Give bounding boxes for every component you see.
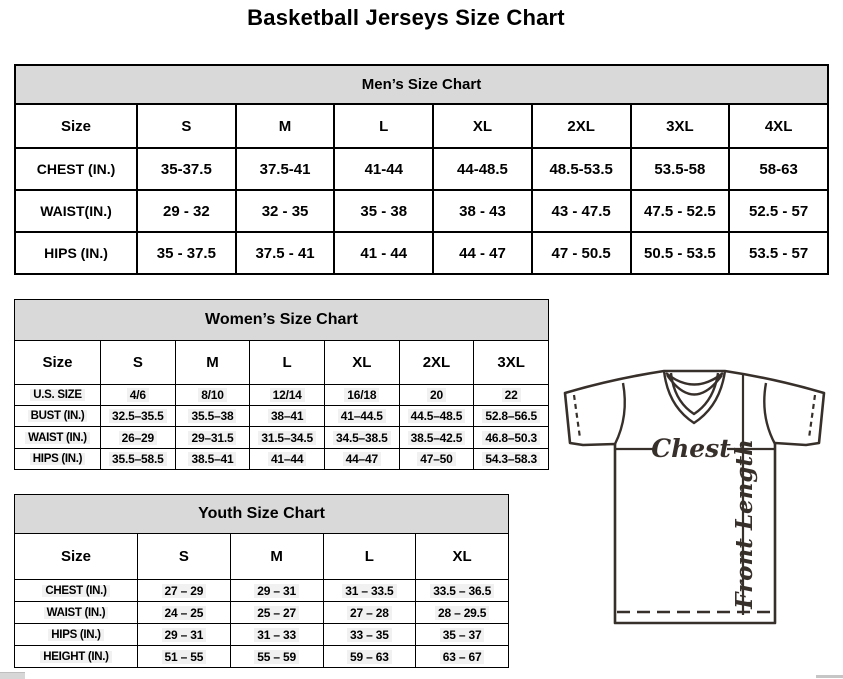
cell-value: 33.5 – 36.5 bbox=[430, 584, 494, 598]
womens-column-header: XL bbox=[324, 341, 399, 385]
cell-value: 47 - 50.5 bbox=[551, 244, 611, 262]
cell-value: 24 – 25 bbox=[162, 606, 207, 620]
cell-value: 35-37.5 bbox=[160, 160, 212, 178]
mens-column-header: Size bbox=[15, 104, 137, 148]
youth-cell bbox=[323, 602, 416, 624]
womens-cell bbox=[175, 406, 250, 427]
jersey-outline bbox=[565, 371, 824, 623]
cell-value: 12/14 bbox=[270, 388, 305, 402]
womens-cell bbox=[101, 384, 176, 405]
womens-row-label bbox=[15, 427, 101, 448]
cell-value: 16/18 bbox=[344, 388, 379, 402]
row-label-text: BUST (IN.) bbox=[28, 410, 88, 422]
mens-row-label bbox=[15, 232, 137, 274]
womens-cell bbox=[399, 427, 474, 448]
mens-cell bbox=[631, 232, 730, 274]
cell-value: 43 - 47.5 bbox=[551, 202, 611, 220]
cell-value: 28 – 29.5 bbox=[435, 606, 489, 620]
row-label-text: HIPS (IN.) bbox=[44, 245, 108, 261]
cell-value: 51 – 55 bbox=[162, 650, 207, 664]
youth-cell bbox=[416, 602, 509, 624]
cell-value: 31 – 33.5 bbox=[342, 584, 396, 598]
mens-cell bbox=[236, 190, 335, 232]
scrollbar-fragment-right bbox=[816, 675, 843, 678]
cell-value: 29–31.5 bbox=[188, 431, 236, 445]
mens-cell bbox=[236, 232, 335, 274]
cell-value: 35 – 37 bbox=[440, 628, 485, 642]
mens-cell bbox=[236, 148, 335, 190]
womens-cell bbox=[250, 427, 325, 448]
cell-value: 44–47 bbox=[343, 452, 381, 466]
youth-cell bbox=[230, 602, 323, 624]
row-label-text: HEIGHT (IN.) bbox=[40, 651, 111, 663]
cell-value: 35.5–58.5 bbox=[109, 452, 167, 466]
womens-table-row bbox=[15, 406, 549, 427]
youth-cell bbox=[323, 646, 416, 668]
youth-table-title: Youth Size Chart bbox=[15, 495, 509, 534]
womens-cell bbox=[101, 406, 176, 427]
cell-value: 29 – 31 bbox=[254, 584, 299, 598]
mens-cell bbox=[532, 232, 631, 274]
mens-column-header: 3XL bbox=[631, 104, 730, 148]
cell-value: 35 - 37.5 bbox=[156, 244, 216, 262]
womens-cell bbox=[175, 448, 250, 469]
mens-cell bbox=[334, 190, 433, 232]
mens-table-row bbox=[15, 148, 828, 190]
womens-cell bbox=[399, 406, 474, 427]
youth-row-label bbox=[15, 646, 138, 668]
cell-value: 37.5-41 bbox=[259, 160, 311, 178]
womens-cell bbox=[250, 384, 325, 405]
cell-value: 38.5–41 bbox=[188, 452, 236, 466]
cell-value: 50.5 - 53.5 bbox=[644, 244, 716, 262]
mens-cell bbox=[729, 190, 828, 232]
youth-cell bbox=[416, 580, 509, 602]
cell-value: 20 bbox=[427, 388, 446, 402]
cell-value: 38 - 43 bbox=[459, 202, 506, 220]
womens-size-chart-table bbox=[14, 299, 549, 470]
youth-cell bbox=[230, 646, 323, 668]
mens-cell bbox=[729, 148, 828, 190]
cell-value: 25 – 27 bbox=[254, 606, 299, 620]
row-label-text: CHEST (IN.) bbox=[42, 585, 109, 597]
womens-column-header: S bbox=[101, 341, 176, 385]
cell-value: 52.8–56.5 bbox=[482, 409, 540, 423]
cell-value: 55 – 59 bbox=[254, 650, 299, 664]
front-length-label: Front Length bbox=[731, 439, 758, 609]
youth-cell bbox=[138, 624, 231, 646]
mens-column-header: XL bbox=[433, 104, 532, 148]
womens-cell bbox=[324, 406, 399, 427]
youth-column-header: Size bbox=[15, 534, 138, 580]
cell-value: 38.5–42.5 bbox=[408, 431, 466, 445]
cell-value: 54.3–58.3 bbox=[482, 452, 540, 466]
womens-cell bbox=[324, 384, 399, 405]
row-label-text: WAIST (IN.) bbox=[25, 432, 90, 444]
cell-value: 63 – 67 bbox=[440, 650, 485, 664]
cell-value: 34.5–38.5 bbox=[333, 431, 391, 445]
mens-column-header: L bbox=[334, 104, 433, 148]
womens-cell bbox=[175, 384, 250, 405]
womens-table-row bbox=[15, 427, 549, 448]
row-label-text: U.S. SIZE bbox=[30, 389, 84, 401]
cell-value: 48.5-53.5 bbox=[549, 160, 613, 178]
mens-column-header: S bbox=[137, 104, 236, 148]
womens-cell bbox=[101, 427, 176, 448]
youth-cell bbox=[230, 624, 323, 646]
cell-value: 58-63 bbox=[759, 160, 798, 178]
cell-value: 59 – 63 bbox=[347, 650, 392, 664]
womens-cell bbox=[324, 448, 399, 469]
youth-cell bbox=[416, 624, 509, 646]
womens-cell bbox=[399, 448, 474, 469]
mens-cell bbox=[532, 190, 631, 232]
womens-column-header: 3XL bbox=[474, 341, 549, 385]
cell-value: 26–29 bbox=[119, 431, 157, 445]
mens-cell bbox=[729, 232, 828, 274]
cell-value: 33 – 35 bbox=[347, 628, 392, 642]
mens-cell bbox=[631, 190, 730, 232]
cell-value: 47.5 - 52.5 bbox=[644, 202, 716, 220]
cell-value: 35 - 38 bbox=[360, 202, 408, 220]
youth-cell bbox=[323, 580, 416, 602]
youth-column-header: XL bbox=[416, 534, 509, 580]
cell-value: 41–44 bbox=[268, 452, 306, 466]
cell-value: 31 – 33 bbox=[254, 628, 299, 642]
cell-value: 4/6 bbox=[127, 388, 149, 402]
mens-cell bbox=[137, 232, 236, 274]
cell-value: 44.5–48.5 bbox=[408, 409, 466, 423]
womens-cell bbox=[101, 448, 176, 469]
womens-row-label bbox=[15, 384, 101, 405]
mens-cell bbox=[433, 190, 532, 232]
youth-column-header: S bbox=[138, 534, 231, 580]
row-label-text: WAIST(IN.) bbox=[40, 203, 112, 219]
youth-cell bbox=[138, 580, 231, 602]
youth-cell bbox=[416, 646, 509, 668]
row-label-text: HIPS (IN.) bbox=[30, 453, 85, 465]
cell-value: 53.5 - 57 bbox=[749, 244, 809, 262]
cell-value: 46.8–50.3 bbox=[482, 431, 540, 445]
womens-cell bbox=[250, 406, 325, 427]
womens-cell bbox=[175, 427, 250, 448]
mens-column-header: 4XL bbox=[729, 104, 828, 148]
mens-size-chart-table bbox=[14, 64, 829, 275]
mens-cell bbox=[334, 232, 433, 274]
cell-value: 41-44 bbox=[364, 160, 403, 178]
mens-cell bbox=[137, 148, 236, 190]
womens-table-row bbox=[15, 384, 549, 405]
mens-cell bbox=[137, 190, 236, 232]
youth-cell bbox=[323, 624, 416, 646]
womens-cell bbox=[474, 406, 549, 427]
cell-value: 44-48.5 bbox=[457, 160, 508, 178]
mens-table-title: Men’s Size Chart bbox=[15, 65, 828, 104]
cell-value: 41–44.5 bbox=[338, 409, 386, 423]
mens-column-header: 2XL bbox=[532, 104, 631, 148]
mens-column-header: M bbox=[236, 104, 335, 148]
cell-value: 47–50 bbox=[417, 452, 455, 466]
row-label-text: WAIST (IN.) bbox=[44, 607, 109, 619]
womens-column-header: M bbox=[175, 341, 250, 385]
mens-table-row bbox=[15, 190, 828, 232]
youth-row-label bbox=[15, 624, 138, 646]
page-title: Basketball Jerseys Size Chart bbox=[247, 5, 565, 30]
youth-row-label bbox=[15, 602, 138, 624]
youth-table-row bbox=[15, 580, 509, 602]
womens-column-header: 2XL bbox=[399, 341, 474, 385]
mens-cell bbox=[433, 148, 532, 190]
womens-cell bbox=[399, 384, 474, 405]
row-label-text: CHEST (IN.) bbox=[36, 161, 116, 177]
womens-table-row bbox=[15, 448, 549, 469]
scrollbar-fragment-left bbox=[0, 672, 25, 679]
womens-table-title: Women’s Size Chart bbox=[15, 300, 549, 341]
cell-value: 35.5–38 bbox=[188, 409, 236, 423]
cell-value: 53.5-58 bbox=[654, 160, 706, 178]
cell-value: 8/10 bbox=[198, 388, 227, 402]
youth-cell bbox=[230, 580, 323, 602]
jersey-measurement-diagram bbox=[560, 366, 830, 628]
womens-cell bbox=[474, 384, 549, 405]
cell-value: 41 - 44 bbox=[360, 244, 408, 262]
chest-label: Chest bbox=[651, 434, 731, 463]
cell-value: 29 - 32 bbox=[163, 202, 210, 220]
cell-value: 38–41 bbox=[268, 409, 306, 423]
mens-cell bbox=[532, 148, 631, 190]
youth-table-row bbox=[15, 602, 509, 624]
cell-value: 37.5 - 41 bbox=[255, 244, 315, 262]
mens-cell bbox=[631, 148, 730, 190]
cell-value: 27 – 29 bbox=[162, 584, 207, 598]
mens-row-label bbox=[15, 148, 137, 190]
mens-cell bbox=[334, 148, 433, 190]
womens-cell bbox=[324, 427, 399, 448]
youth-size-chart-table bbox=[14, 494, 509, 668]
youth-row-label bbox=[15, 580, 138, 602]
womens-column-header: Size bbox=[15, 341, 101, 385]
mens-cell bbox=[433, 232, 532, 274]
mens-table-row bbox=[15, 232, 828, 274]
row-label-text: HIPS (IN.) bbox=[48, 629, 103, 641]
youth-cell bbox=[138, 646, 231, 668]
womens-cell bbox=[474, 427, 549, 448]
cell-value: 29 – 31 bbox=[162, 628, 207, 642]
youth-column-header: L bbox=[323, 534, 416, 580]
womens-row-label bbox=[15, 406, 101, 427]
womens-row-label bbox=[15, 448, 101, 469]
cell-value: 52.5 - 57 bbox=[749, 202, 809, 220]
cell-value: 32.5–35.5 bbox=[109, 409, 167, 423]
youth-cell bbox=[138, 602, 231, 624]
cell-value: 32 - 35 bbox=[261, 202, 309, 220]
cell-value: 31.5–34.5 bbox=[258, 431, 316, 445]
womens-cell bbox=[474, 448, 549, 469]
youth-table-row bbox=[15, 624, 509, 646]
youth-column-header: M bbox=[230, 534, 323, 580]
womens-cell bbox=[250, 448, 325, 469]
cell-value: 27 – 28 bbox=[347, 606, 392, 620]
youth-table-row bbox=[15, 646, 509, 668]
mens-row-label bbox=[15, 190, 137, 232]
cell-value: 22 bbox=[502, 388, 521, 402]
cell-value: 44 - 47 bbox=[459, 244, 506, 262]
womens-column-header: L bbox=[250, 341, 325, 385]
